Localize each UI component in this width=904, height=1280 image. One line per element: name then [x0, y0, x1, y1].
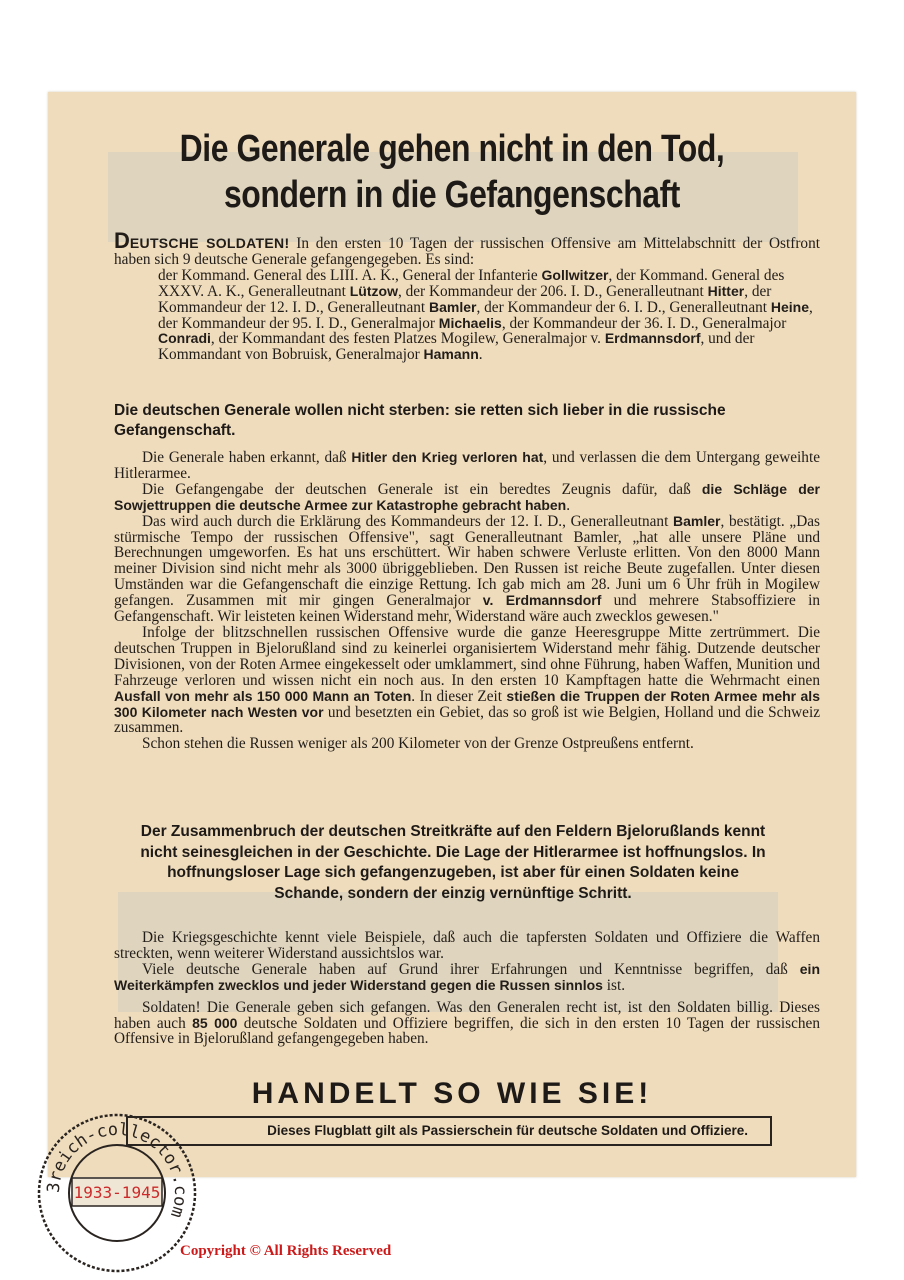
safe-conduct-box: Dieses Flugblatt gilt als Passierschein für deutsche Soldaten und Offiziere.	[126, 1116, 772, 1146]
section-headline: Die deutschen Generale wollen nicht sterben: sie retten sich lieber in die russische Gefangenschaft.	[114, 402, 726, 439]
stamp-years: 1933-1945	[73, 1183, 161, 1202]
paragraph: Die Gefangengabe der deutschen Generale ist ein beredtes Zeugnis dafür, daß die Schläge der Sowjettruppen die deutsche Armee zur Katastrophe gebracht haben.	[114, 480, 820, 514]
paragraph: Die Kriegsgeschichte kennt viele Beispiele, daß auch die tapfersten Soldaten und Offiziere die Waffen streckten, wenn weiterer Widerstand aussichtslos war.	[114, 929, 820, 962]
closing-body	[114, 930, 820, 1047]
leaflet-title	[113, 126, 792, 218]
intro-text: In den ersten 10 Tagen der russischen Offensive am Mittelabschnitt der Ostfront haben sich 9 deutsche Generale gefangengegeben. Es sind:	[114, 235, 820, 268]
paragraph: Das wird auch durch die Erklärung des Kommandeurs der 12. I. D., Generalleutnant Bamler, bestätigt. „Das stürmische Tempo der russischen Offensive", sagt Generalleutnant Bamler, „hat alle unsere Pläne und Berechnungen umgeworfen. Es hat uns erschüttert. Wir haben schwere Verluste erlitten. Von den 8000 Mann meiner Division sind nicht mehr als 3000 übriggeblieben. Den Russen ist reiche Beute zugefallen. Unter diesen Umständen war die Gefangenschaft die einzige Rettung. Ich gab mich am 28. Juni um 6 Uhr früh in Mogilew gefangen. Zusammen mit mir gingen Generalmajor v. Erdmannsdorf und mehrere Stabsoffiziere in Gefangenschaft. Wir leisteten keinen Widerstand mehr, Widerstand wäre auch zwecklos gewesen."	[114, 512, 820, 626]
drop-cap: D	[114, 228, 130, 253]
callout-box: Der Zusammenbruch der deutschen Streitkräfte auf den Feldern Bjelorußlands kennt nicht seinesgleichen in der Geschichte. Die Lage der Hitlerarmee ist hoffnungslos. In hoffnungsloser Lage sich gefangenzugeben, ist aber für einen Soldaten keine Schande, sondern der einzig vernünftige Schritt.	[140, 823, 766, 902]
generals-list: der Kommand. General des LIII. A. K., General der Infanterie Gollwitzer, der Kommand. General des XXXV. A. K., Generalleutnant Lützow, der Kommandeur der 206. I. D., Generalleutnant Hitter, der Kommandeur der 12. I. D., Generalleutnant Bamler, der Kommandeur der 6. I. D., Generalleutnant Heine, der Kommandeur der 95. I. D., Generalmajor Michaelis, der Kommandeur der 36. I. D., Generalmajor Conradi, der Kommandant des festen Platzes Mogilew, Generalmajor v. Erdmannsdorf, und der Kommandant von Bobruisk, Generalmajor Hamann.	[158, 266, 813, 364]
collector-stamp	[36, 1112, 198, 1274]
leaflet-sheet	[48, 92, 856, 1177]
salutation: EUTSCHE SOLDATEN!	[129, 235, 290, 251]
copyright-notice: Copyright © All Rights Reserved	[180, 1243, 392, 1259]
title-line-2: sondern in die Gefangenschaft	[223, 174, 681, 216]
paragraph: Infolge der blitzschnellen russischen Offensive wurde die ganze Heeresgruppe Mitte zertrümmert. Die deutschen Truppen in Bjelorußland sind zu keinerlei organisiertem Widerstand mehr fähig. Dutzende deutscher Divisionen, von der Roten Armee eingekesselt oder umklammert, sind ohne Führung, haben Waffen, Munition und Fahrzeuge verloren und wissen nicht ein noch aus. In den ersten 10 Kampftagen hatte die Wehrmacht einen Ausfall von mehr als 150 000 Mann an Toten. In dieser Zeit stießen die Truppen der Roten Armee mehr als 300 Kilometer nach Westen vor und besetzten ein Gebiet, das so groß ist wie Belgien, Holland und die Schweiz zusammen.	[114, 623, 821, 737]
intro-section	[114, 228, 820, 364]
slogan: HANDELT SO WIE SIE!	[251, 1077, 653, 1110]
paragraph: Schon stehen die Russen weniger als 200 Kilometer von der Grenze Ostpreußens entfernt.	[142, 735, 694, 753]
stamp-ring-text: 3reich-collector.com	[43, 1119, 191, 1221]
paragraph: Die Generale haben erkannt, daß Hitler den Krieg verloren hat, und verlassen die dem Untergang geweihte Hitlerarmee.	[114, 449, 820, 482]
paragraph: Soldaten! Die Generale geben sich gefangen. Was den Generalen recht ist, ist den Soldaten billig. Dieses haben auch 85 000 deutsche Soldaten und Offiziere begriffen, die sich in den ersten 10 Tagen der russischen Offensive in Bjelorußland gefangengegeben haben.	[114, 998, 820, 1048]
title-line-1: Die Generale gehen nicht in den Tod,	[179, 128, 725, 170]
paragraph: Viele deutsche Generale haben auf Grund ihrer Erfahrungen und Kenntnisse begriffen, daß ein Weiterkämpfen zwecklos und jeder Widerstand gegen die Russen sinnlos ist.	[114, 960, 820, 994]
main-body	[114, 450, 820, 752]
